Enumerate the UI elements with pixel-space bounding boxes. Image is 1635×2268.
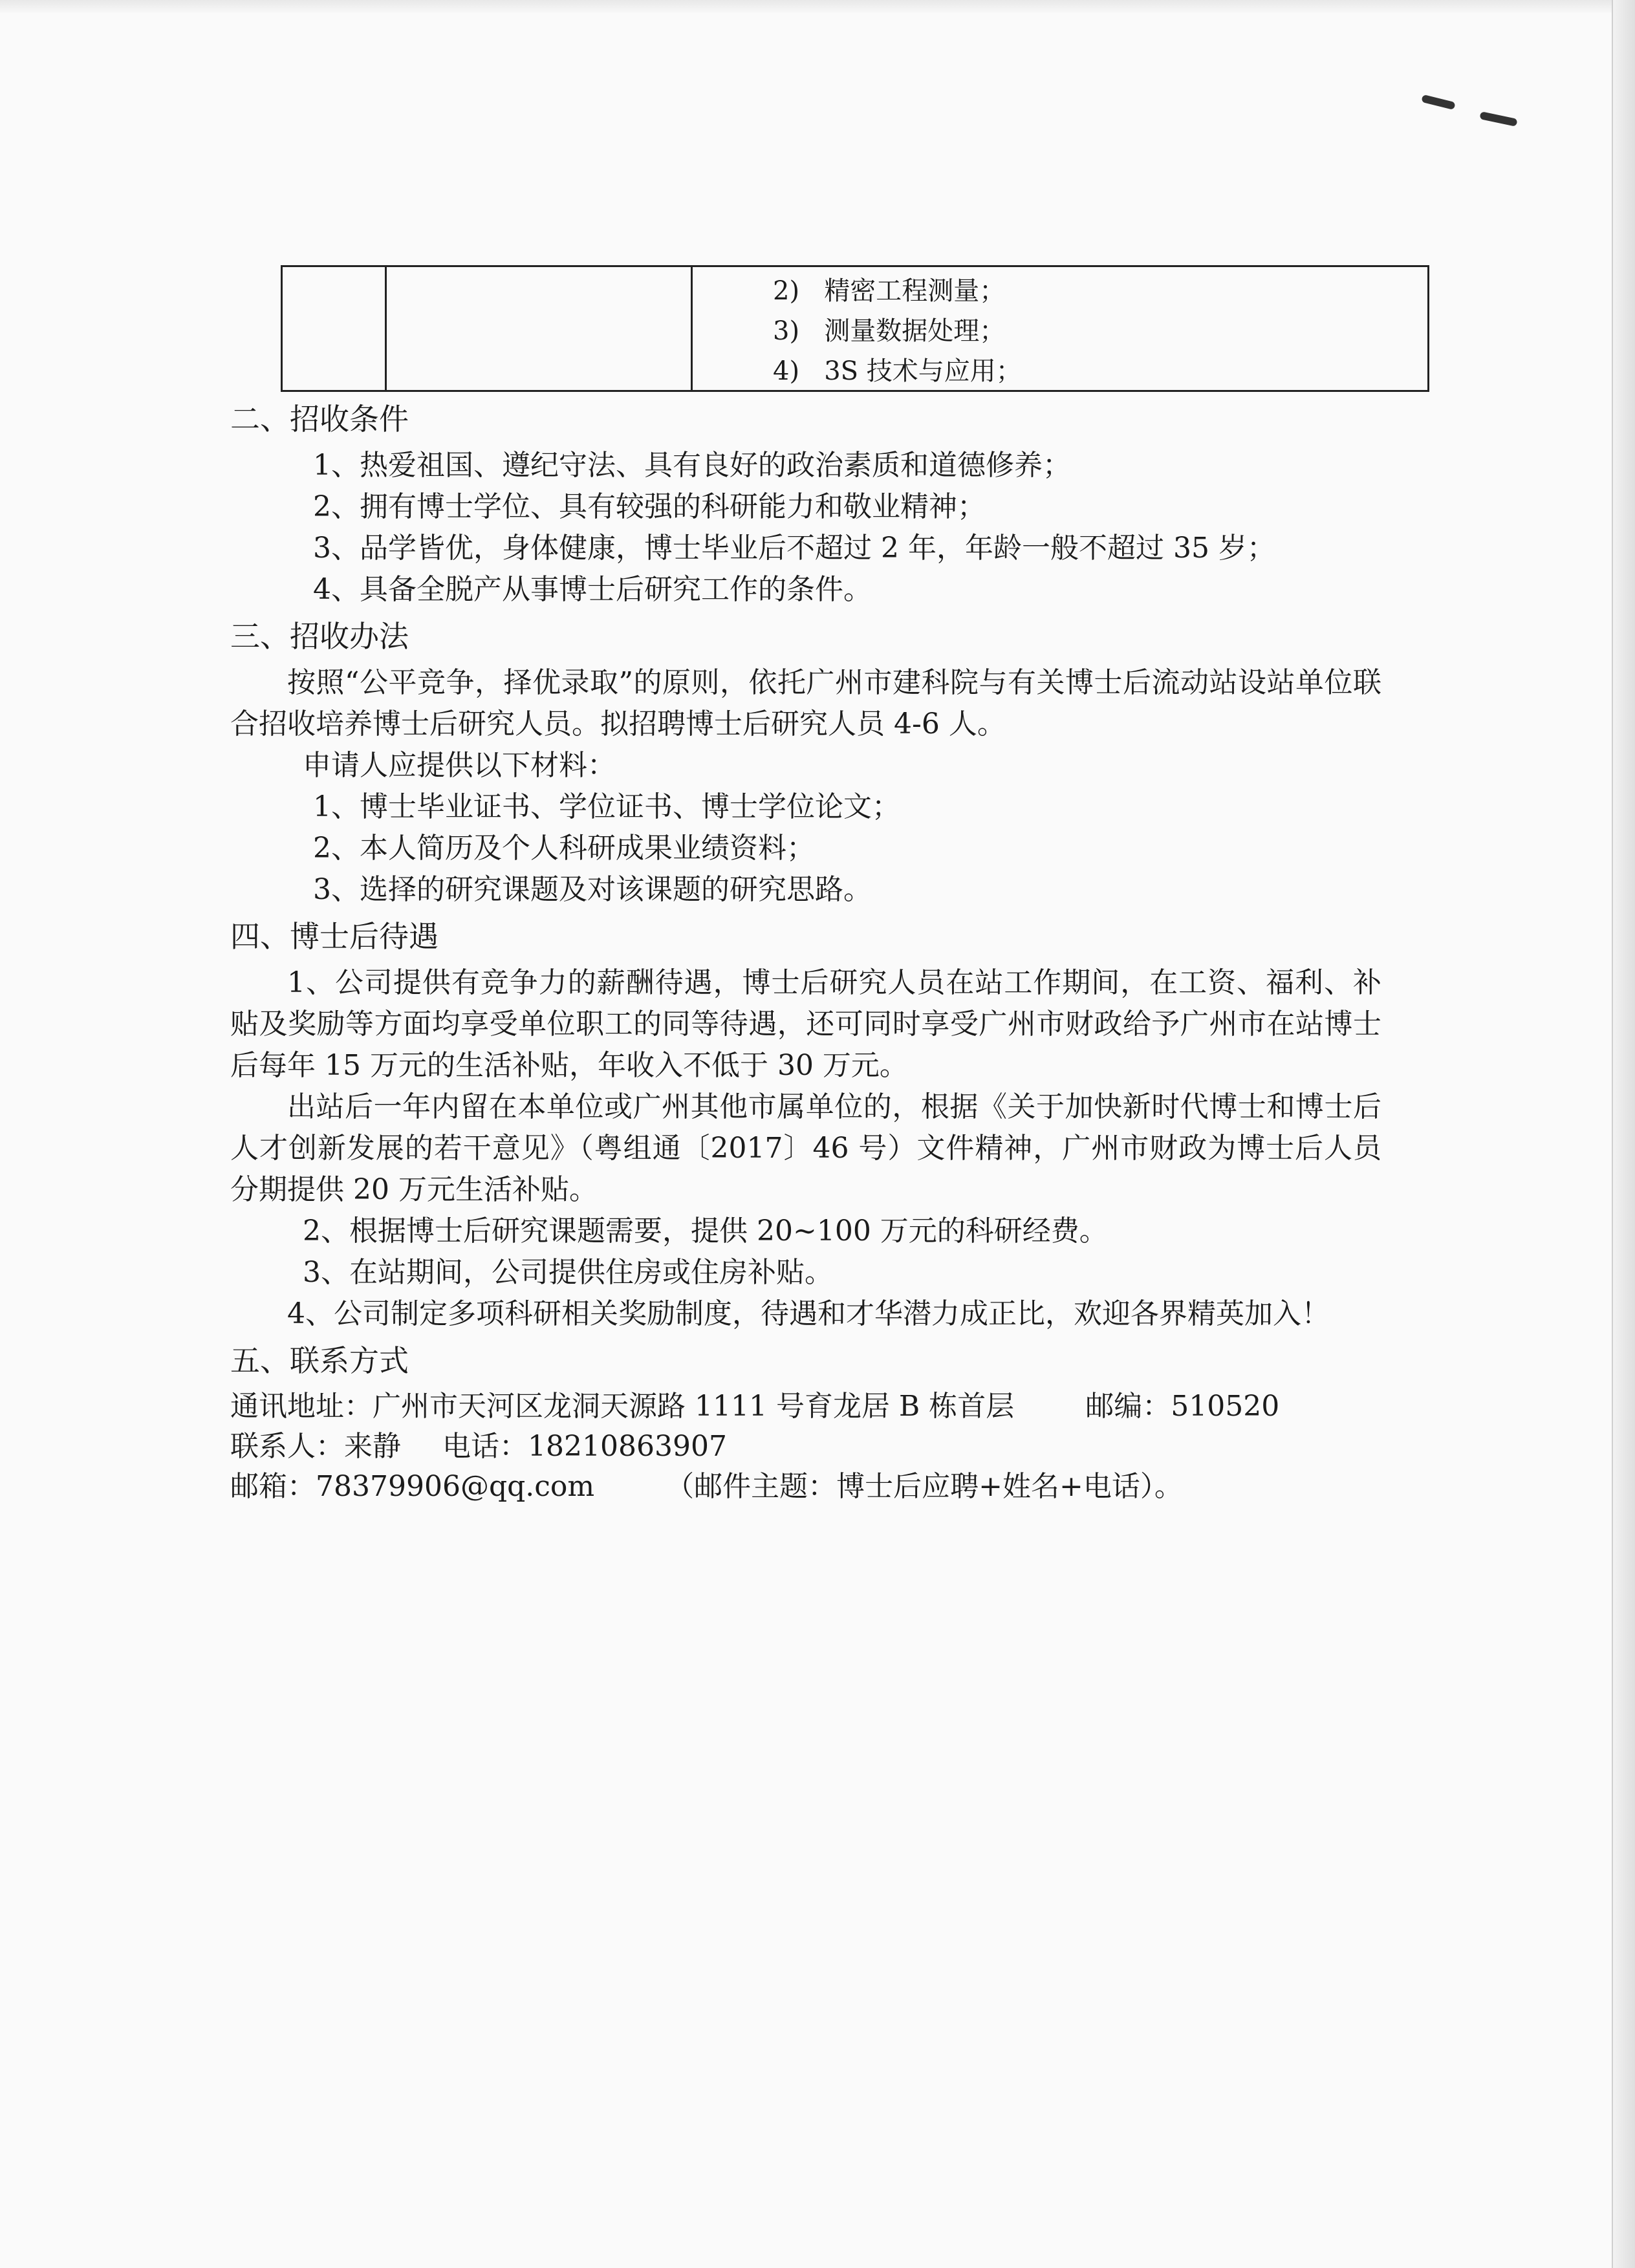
list-item: 4、具备全脱产从事博士后研究工作的条件。 xyxy=(313,573,872,606)
list-item: 2、本人简历及个人科研成果业绩资料； xyxy=(313,832,815,865)
list-item: 1、博士毕业证书、学位证书、博士学位论文； xyxy=(313,790,900,823)
scan-mark xyxy=(1421,94,1455,110)
paragraph: 2、根据博士后研究课题需要，提供 20~100 万元的科研经费。 xyxy=(303,1215,1108,1247)
section-heading: 四、博士后待遇 xyxy=(230,919,439,954)
section-heading: 五、联系方式 xyxy=(230,1343,409,1378)
table-col-empty xyxy=(283,267,387,390)
list-item: 2、拥有博士学位、具有较强的科研能力和敬业精神； xyxy=(313,490,986,523)
scan-top-edge xyxy=(0,0,1613,13)
table-row: 2) 精密工程测量； xyxy=(773,276,1006,306)
phone: 电话：18210863907 xyxy=(442,1430,727,1463)
section-heading: 二、招收条件 xyxy=(230,402,409,437)
paragraph: 按照“公平竞争，择优录取”的原则，依托广州市建科院与有关博士后流动站设站单位联合招收培养博士后研究人员。拟招聘博士后研究人员 4-6 人。 xyxy=(230,666,1381,740)
table-row: 3) 测量数据处理； xyxy=(773,316,1006,346)
paragraph: 出站后一年内留在本单位或广州其他市属单位的，根据《关于加快新时代博士和博士后人才创新发展的若干意见》（粤组通〔2017〕46 号）文件精神，广州市财政为博士后人员分期提供 20 万元生活补贴。 xyxy=(230,1090,1381,1206)
address: 通讯地址：广州市天河区龙洞天源路 1111 号育龙居 B 栋首层 xyxy=(230,1390,1015,1423)
list-item: 1、热爱祖国、遵纪守法、具有良好的政治素质和道德修养； xyxy=(313,449,1071,482)
postcode: 邮编：510520 xyxy=(1085,1390,1280,1423)
scan-mark xyxy=(1479,111,1517,127)
contact-email-line xyxy=(230,1467,1381,1507)
document-body xyxy=(230,393,1381,1507)
email-note: （邮件主题：博士后应聘+姓名+电话）。 xyxy=(666,1470,1183,1503)
paragraph: 1、公司提供有竞争力的薪酬待遇，博士后研究人员在站工作期间，在工资、福利、补贴及奖励等方面均享受单位职工的同等待遇，还可同时享受广州市财政给予广州市在站博士后每年 15 万元的生活补贴，年收入不低于 30 万元。 xyxy=(230,966,1381,1082)
paragraph: 申请人应提供以下材料： xyxy=(303,749,616,782)
section-heading: 三、招收办法 xyxy=(230,619,409,654)
table-fragment xyxy=(281,265,1429,392)
paragraph: 3、在站期间，公司提供住房或住房补贴。 xyxy=(303,1256,833,1289)
table-col-empty xyxy=(387,267,693,390)
email: 邮箱：78379906@qq.com xyxy=(230,1470,595,1503)
paragraph: 4、公司制定多项科研相关奖励制度，待遇和才华潜力成正比，欢迎各界精英加入！ xyxy=(287,1297,1330,1330)
table-row: 4) 3S 技术与应用； xyxy=(773,356,1022,386)
table-col-directions xyxy=(693,267,1427,390)
list-item: 3、品学皆优，身体健康，博士毕业后不超过 2 年，年龄一般不超过 35 岁； xyxy=(313,532,1275,565)
list-item: 3、选择的研究课题及对该课题的研究思路。 xyxy=(313,873,872,906)
contact-person-line xyxy=(230,1427,1381,1467)
contact-address-line xyxy=(230,1387,1381,1427)
scan-right-edge xyxy=(1612,0,1635,2268)
contact-person: 联系人：来静 xyxy=(230,1430,401,1463)
